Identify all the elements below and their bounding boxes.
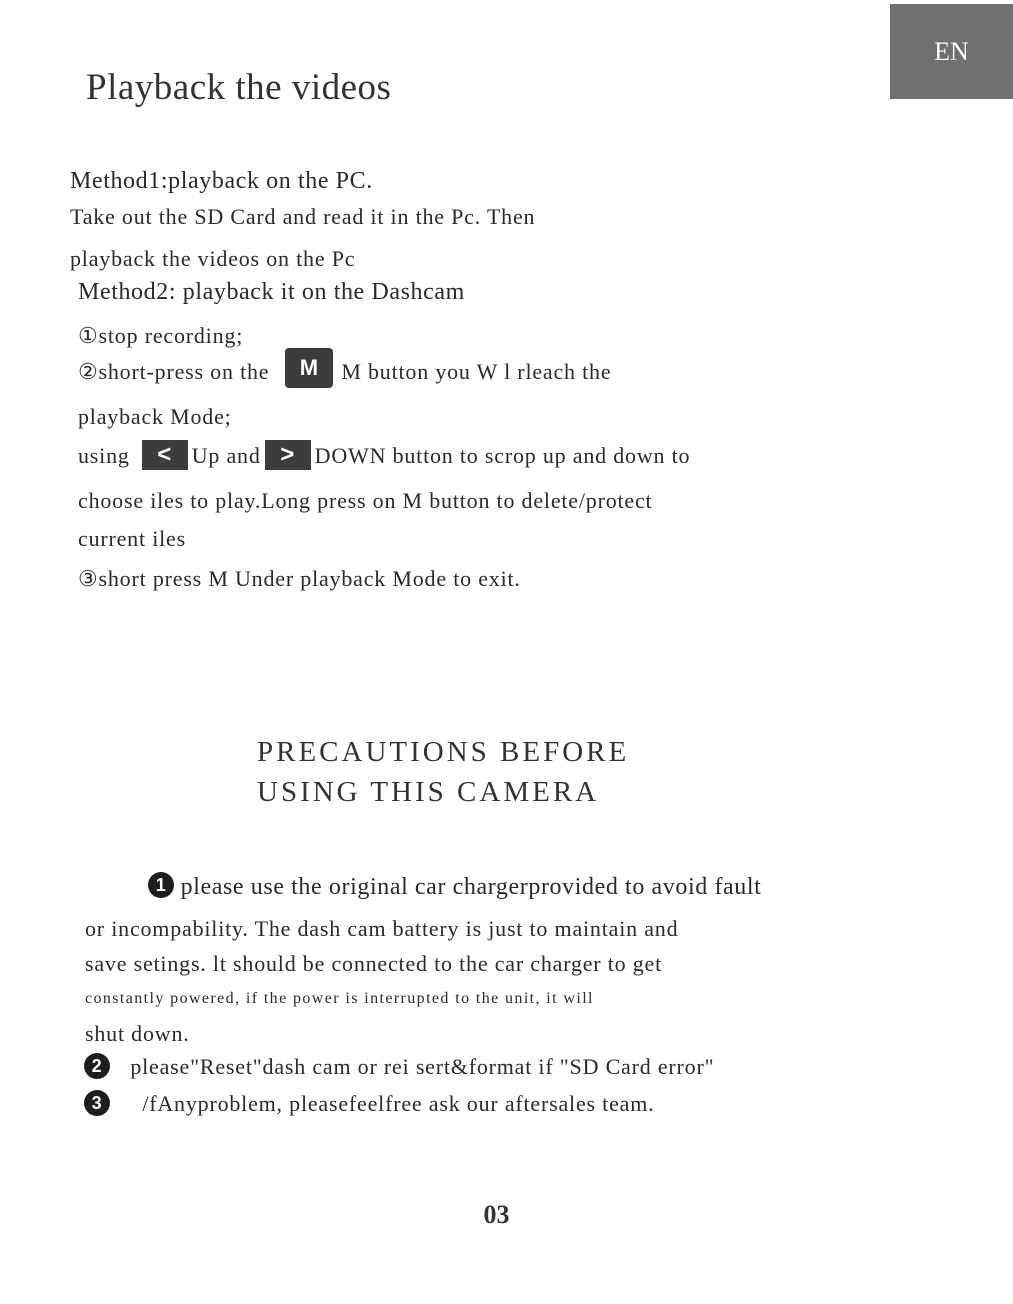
precaution-item-1 [148,874,761,901]
up-and-text: Up and [191,443,261,469]
page-title: Playback the videos [86,67,392,108]
item1-line4: constantly powered, if the power is interrupted to the unit, it will [85,990,594,1007]
number-3-icon: 3 [84,1090,110,1116]
down-text: DOWN button to scrop up and down to [314,443,691,469]
item1-line3: save setings. lt should be connected to the car charger to get [85,951,663,976]
item1-line2: or incompability. The dash cam battery is just to maintain and [85,916,679,941]
step2-text-after: M button you W l rleach the [341,359,612,385]
precaution-item-3 [84,1091,654,1119]
precautions-heading-line2: USING THIS CAMERA [257,776,600,808]
item2-text: please"Reset"dash cam or rei sert&format if "SD Card error" [130,1054,715,1079]
step2-text-before: ②short-press on the [78,359,270,385]
method2-step3: ③short press M Under playback Mode to exit. [78,566,521,591]
item1-line1: please use the original car chargerprovided to avoid fault [180,874,762,900]
page-number: 03 [483,1200,510,1229]
method2-choose-line: choose iles to play.Long press on M button to delete/protect [78,488,653,513]
m-key-icon: M [285,348,333,388]
precautions-heading-line1: PRECAUTIONS BEFORE [257,736,630,768]
up-key-icon: < [142,440,188,470]
method2-current-line: current iles [78,526,186,551]
method1-heading: Method1:playback on the PC. [70,168,373,194]
method1-line1: Take out the SD Card and read it in the Pc. Then [70,204,536,229]
method2-step2-line2: playback Mode; [78,404,232,429]
item1-line5: shut down. [85,1021,190,1046]
method2-heading: Method2: playback it on the Dashcam [78,279,465,305]
using-text: using [78,443,130,469]
item3-text: /fAnyproblem, pleasefeelfree ask our aftersales team. [142,1091,655,1116]
method1-line2: playback the videos on the Pc [70,246,356,271]
method2-using-line [78,443,690,473]
number-1-icon: 1 [148,872,174,898]
number-2-icon: 2 [84,1053,110,1079]
language-tab: EN [890,4,1013,99]
method2-step2 [78,354,611,394]
precaution-item-2 [84,1054,714,1082]
method2-step1: ①stop recording; [78,323,244,348]
down-key-icon: > [265,440,311,470]
